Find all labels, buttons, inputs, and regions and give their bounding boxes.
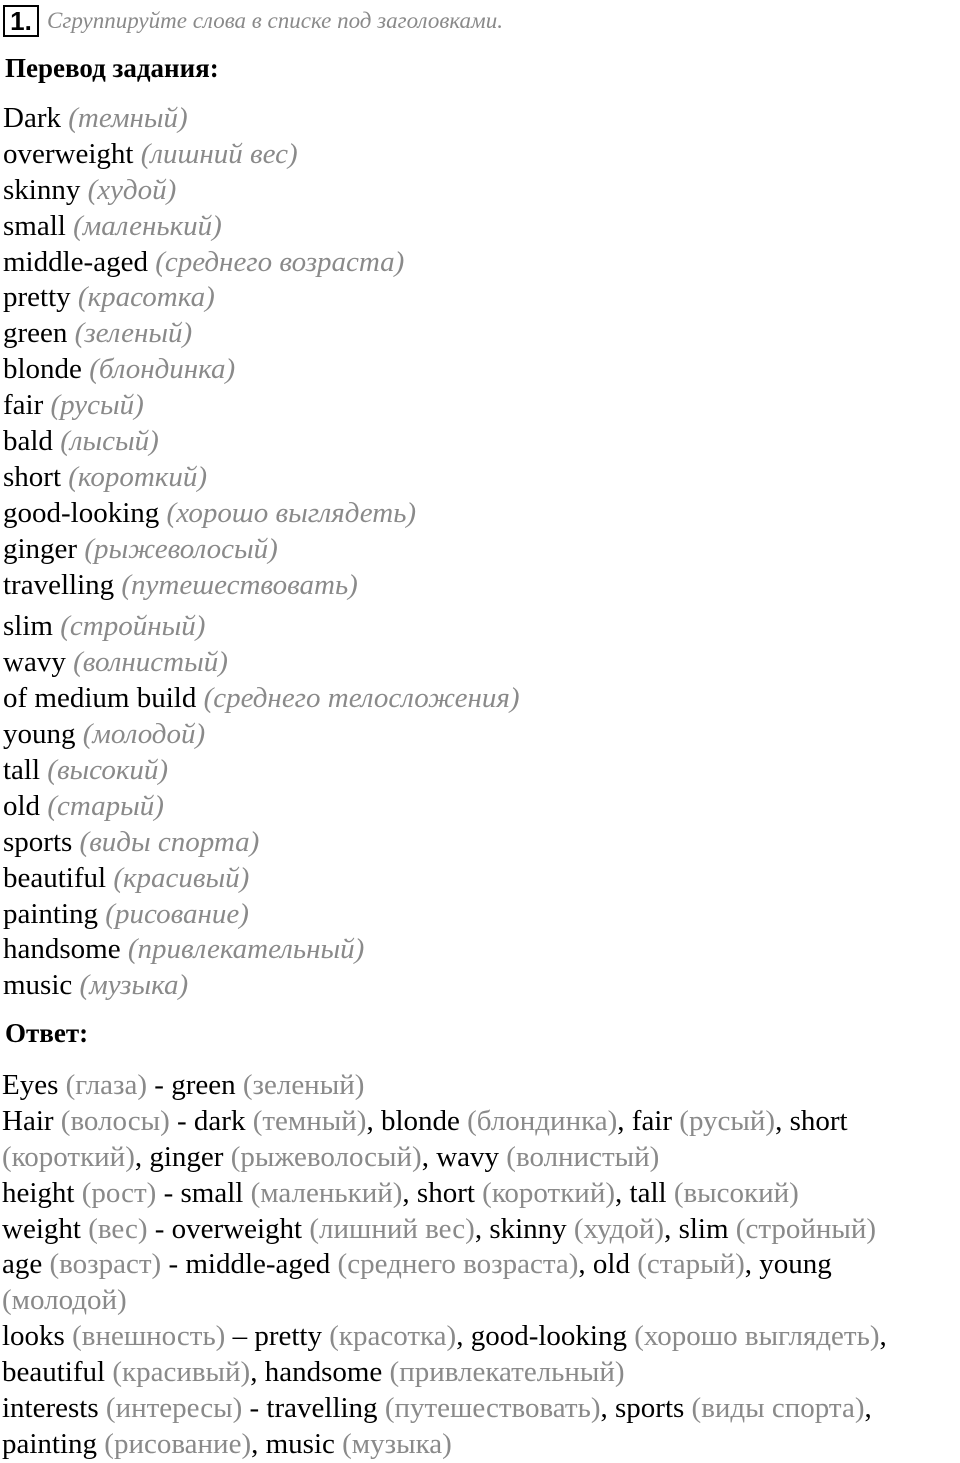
answer-translation: (глаза) bbox=[65, 1069, 148, 1101]
word-item bbox=[3, 568, 519, 604]
answer-text: , music bbox=[251, 1427, 343, 1460]
answer-text: beautiful bbox=[2, 1356, 113, 1389]
answer-translation: (рисование) bbox=[104, 1427, 252, 1460]
word-item bbox=[3, 968, 519, 1004]
word-english: green bbox=[3, 317, 68, 350]
answer-block bbox=[2, 1068, 960, 1463]
answer-translation: (музыка) bbox=[342, 1427, 452, 1460]
word-translation: (маленький) bbox=[73, 209, 222, 242]
word-english: skinny bbox=[3, 173, 81, 206]
answer-text: - travelling bbox=[242, 1392, 385, 1425]
word-item bbox=[3, 173, 519, 209]
answer-text: Eyes bbox=[2, 1069, 66, 1101]
word-translation: (среднего телосложения) bbox=[203, 682, 520, 715]
word-item bbox=[3, 137, 519, 173]
answer-text: , wavy bbox=[421, 1140, 507, 1173]
answer-translation: (рыжеволосый) bbox=[230, 1140, 422, 1173]
word-translation: (старый) bbox=[47, 789, 164, 822]
answer-translation: (лишний вес) bbox=[309, 1212, 475, 1245]
word-english: travelling bbox=[3, 568, 115, 601]
task-number-box: 1. bbox=[3, 5, 39, 37]
word-translation: (худой) bbox=[87, 173, 177, 206]
task-instruction: Сгруппируйте слова в списке под заголовками. bbox=[47, 8, 503, 33]
answer-line bbox=[2, 1140, 960, 1176]
word-translation: (лысый) bbox=[60, 425, 159, 458]
answer-translation: (короткий) bbox=[2, 1140, 135, 1173]
word-english: short bbox=[3, 460, 61, 493]
answer-text: , sports bbox=[600, 1392, 692, 1425]
word-english: tall bbox=[3, 754, 41, 787]
answer-text: , skinny bbox=[474, 1212, 574, 1245]
answer-translation: (вес) bbox=[88, 1212, 148, 1245]
answer-text: height bbox=[2, 1176, 82, 1209]
word-item bbox=[3, 101, 519, 137]
answer-text: looks bbox=[2, 1320, 73, 1353]
word-item bbox=[3, 897, 519, 933]
answer-text: , bbox=[879, 1320, 887, 1353]
answer-translation: (внешность) bbox=[72, 1320, 226, 1353]
word-item bbox=[3, 825, 519, 861]
answer-translation: (стройный) bbox=[735, 1212, 877, 1245]
word-translation: (путешествовать) bbox=[121, 568, 358, 601]
answer-text: interests bbox=[2, 1392, 106, 1425]
word-translation: (рисование) bbox=[105, 897, 249, 930]
word-item bbox=[3, 789, 519, 825]
answer-text: , bbox=[864, 1392, 872, 1425]
word-item bbox=[3, 496, 519, 532]
word-translation: (рыжеволосый) bbox=[84, 532, 278, 565]
answer-line bbox=[2, 1212, 960, 1248]
answer-translation: (привлекательный) bbox=[389, 1356, 625, 1389]
answer-translation: (рост) bbox=[81, 1176, 157, 1209]
answer-line bbox=[2, 1283, 960, 1319]
answer-translation: (среднего возраста) bbox=[337, 1248, 579, 1281]
answer-line bbox=[2, 1319, 960, 1355]
word-item bbox=[3, 460, 519, 496]
answer-line bbox=[2, 1104, 960, 1140]
answer-line bbox=[2, 1247, 960, 1283]
word-item bbox=[3, 245, 519, 281]
word-item bbox=[3, 424, 519, 460]
word-english: small bbox=[3, 209, 66, 242]
word-translation: (виды спорта) bbox=[79, 825, 260, 858]
answer-line bbox=[2, 1068, 960, 1104]
answer-line bbox=[2, 1391, 960, 1427]
answer-line bbox=[2, 1427, 960, 1463]
word-english: good-looking bbox=[3, 496, 160, 529]
word-translation: (зеленый) bbox=[74, 317, 193, 350]
word-item bbox=[3, 209, 519, 245]
answer-translation: (возраст) bbox=[49, 1248, 162, 1281]
word-english: ginger bbox=[3, 532, 78, 565]
word-translation: (хорошо выглядеть) bbox=[166, 496, 417, 529]
word-translation: (лишний вес) bbox=[140, 137, 298, 170]
answer-text: , young bbox=[744, 1248, 832, 1281]
word-english: slim bbox=[3, 610, 53, 643]
answer-text: weight bbox=[2, 1212, 89, 1245]
answer-text: , short bbox=[402, 1176, 483, 1209]
word-english: handsome bbox=[3, 933, 121, 966]
word-english: wavy bbox=[3, 646, 66, 679]
word-translation: (русый) bbox=[50, 389, 144, 422]
answer-text: , ginger bbox=[134, 1140, 231, 1173]
task-header bbox=[3, 4, 503, 38]
word-list bbox=[3, 101, 519, 1004]
answer-translation: (хорошо выглядеть) bbox=[634, 1320, 880, 1353]
word-item bbox=[3, 388, 519, 424]
answer-text: , old bbox=[578, 1248, 638, 1281]
answer-translation: (молодой) bbox=[2, 1284, 127, 1317]
word-item bbox=[3, 753, 519, 789]
word-translation: (музыка) bbox=[79, 969, 189, 1002]
answer-text: age bbox=[2, 1248, 50, 1281]
word-translation: (волнистый) bbox=[73, 646, 228, 679]
answer-translation: (виды спорта) bbox=[691, 1392, 865, 1425]
answer-line bbox=[2, 1355, 960, 1391]
answer-translation: (короткий) bbox=[482, 1176, 616, 1209]
word-item bbox=[3, 609, 519, 645]
word-item bbox=[3, 316, 519, 352]
answer-text: , fair bbox=[617, 1104, 680, 1137]
answer-line bbox=[2, 1176, 960, 1212]
answer-text: - middle-aged bbox=[161, 1248, 338, 1281]
answer-heading: Ответ: bbox=[5, 1018, 89, 1048]
answer-text: , short bbox=[775, 1104, 848, 1137]
word-english: sports bbox=[3, 825, 73, 858]
answer-translation: (темный) bbox=[252, 1104, 367, 1137]
answer-translation: (худой) bbox=[573, 1212, 665, 1245]
word-translation: (стройный) bbox=[60, 610, 206, 643]
word-translation: (красотка) bbox=[77, 281, 215, 314]
answer-translation: (красотка) bbox=[329, 1320, 457, 1353]
answer-text: - dark bbox=[169, 1104, 253, 1137]
word-translation: (молодой) bbox=[82, 718, 206, 751]
translation-heading: Перевод задания: bbox=[5, 53, 219, 83]
answer-text: , tall bbox=[615, 1176, 674, 1209]
answer-translation: (красивый) bbox=[112, 1356, 251, 1389]
answer-translation: (русый) bbox=[679, 1104, 776, 1137]
word-english: overweight bbox=[3, 137, 134, 170]
answer-text: , handsome bbox=[250, 1356, 390, 1389]
word-english: old bbox=[3, 789, 41, 822]
word-english: fair bbox=[3, 389, 44, 422]
word-item bbox=[3, 532, 519, 568]
word-translation: (привлекательный) bbox=[127, 933, 365, 966]
word-item bbox=[3, 681, 519, 717]
word-translation: (темный) bbox=[68, 102, 188, 134]
answer-translation: (блондинка) bbox=[467, 1104, 618, 1137]
answer-translation: (путешествовать) bbox=[384, 1392, 601, 1425]
word-english: bald bbox=[3, 425, 53, 458]
word-english: middle-aged bbox=[3, 245, 148, 278]
word-item bbox=[3, 932, 519, 968]
word-english: pretty bbox=[3, 281, 71, 314]
answer-text: painting bbox=[2, 1427, 105, 1460]
answer-text: - green bbox=[147, 1069, 243, 1101]
word-item bbox=[3, 352, 519, 388]
word-english: beautiful bbox=[3, 861, 107, 894]
answer-translation: (маленький) bbox=[250, 1176, 403, 1209]
word-english: of medium build bbox=[3, 682, 197, 715]
word-item bbox=[3, 280, 519, 316]
word-english: blonde bbox=[3, 353, 82, 386]
answer-text: , blonde bbox=[366, 1104, 468, 1137]
answer-translation: (волосы) bbox=[60, 1104, 170, 1137]
word-item bbox=[3, 717, 519, 753]
answer-text: , good-looking bbox=[456, 1320, 635, 1353]
answer-translation: (старый) bbox=[637, 1248, 745, 1281]
answer-translation: (высокий) bbox=[673, 1176, 799, 1209]
word-translation: (среднего возраста) bbox=[155, 245, 405, 278]
answer-translation: (зеленый) bbox=[242, 1069, 365, 1101]
word-translation: (блондинка) bbox=[89, 353, 236, 386]
word-item bbox=[3, 861, 519, 897]
word-english: painting bbox=[3, 897, 99, 930]
word-english: Dark bbox=[3, 102, 61, 134]
answer-translation: (интересы) bbox=[105, 1392, 243, 1425]
answer-text: Hair bbox=[2, 1104, 61, 1137]
word-translation: (красивый) bbox=[113, 861, 250, 894]
answer-text: - overweight bbox=[147, 1212, 310, 1245]
word-english: music bbox=[3, 969, 73, 1002]
answer-text: , slim bbox=[664, 1212, 736, 1245]
word-translation: (высокий) bbox=[47, 754, 169, 787]
answer-text: – pretty bbox=[225, 1320, 330, 1353]
word-item bbox=[3, 645, 519, 681]
answer-text: - small bbox=[156, 1176, 251, 1209]
answer-translation: (волнистый) bbox=[506, 1140, 660, 1173]
word-translation: (короткий) bbox=[68, 460, 208, 493]
word-english: young bbox=[3, 718, 76, 751]
